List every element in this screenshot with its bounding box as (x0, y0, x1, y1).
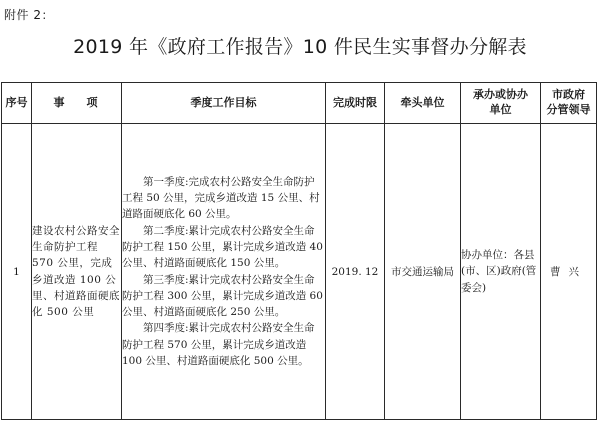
header-item: 事项 (32, 83, 122, 124)
attachment-label: 附件 2： (4, 8, 54, 22)
goal-q1: 第一季度:完成农村公路安全生命防护工程 50 公里，完成乡道改造 15 公里、村道路面硬底化 60 公里。 (122, 175, 320, 221)
goal-q3: 第三季度:累计完成农村公路安全生命防护工程 300 公里，累计完成乡道改造 60 公里、村道路面硬底化 250 公里。 (122, 273, 323, 319)
header-deadline: 完成时限 (326, 83, 385, 124)
row-deadline: 2019. 12 (326, 124, 385, 420)
row-item: 建设农村公路安全生命防护工程 570 公里，完成乡道改造 100 公里、村道路面硬底化 500 公里 (32, 124, 122, 420)
header-lead-unit: 牵头单位 (385, 83, 461, 124)
goal-q4: 第四季度:累计完成农村公路安全生命防护工程 570 公里，累计完成乡道改造 100 公里、村道路面硬底化 500 公里。 (122, 322, 315, 367)
header-assist-unit-line2: 单位 (489, 103, 512, 116)
header-leader-line1: 市政府 (552, 88, 585, 102)
goal-q2: 第二季度:累计完成农村公路安全生命防护工程 150 公里，累计完成乡道改造 40 公里、村道路面硬底化 150 公里。 (122, 224, 323, 270)
header-assist-unit-line1: 承办或协办 (473, 88, 528, 102)
document-title: 2019 年《政府工作报告》10 件民生实事督办分解表 (73, 36, 527, 58)
table-row (2, 124, 597, 420)
header-assist-unit (461, 83, 541, 124)
header-goals: 季度工作目标 (122, 83, 326, 124)
row-lead-unit: 市交通运输局 (385, 124, 461, 420)
table-header-row (2, 83, 597, 124)
header-seq: 序号 (2, 83, 32, 124)
task-breakdown-table (1, 82, 597, 420)
row-assist-unit: 协办单位：各县(市、区)政府(管委会) (461, 124, 541, 420)
row-seq: 1 (2, 124, 32, 420)
header-leader-line2: 分管领导 (546, 103, 591, 116)
row-leader: 曹兴 (541, 124, 597, 420)
header-leader (541, 83, 597, 124)
row-quarterly-goals (122, 124, 326, 420)
